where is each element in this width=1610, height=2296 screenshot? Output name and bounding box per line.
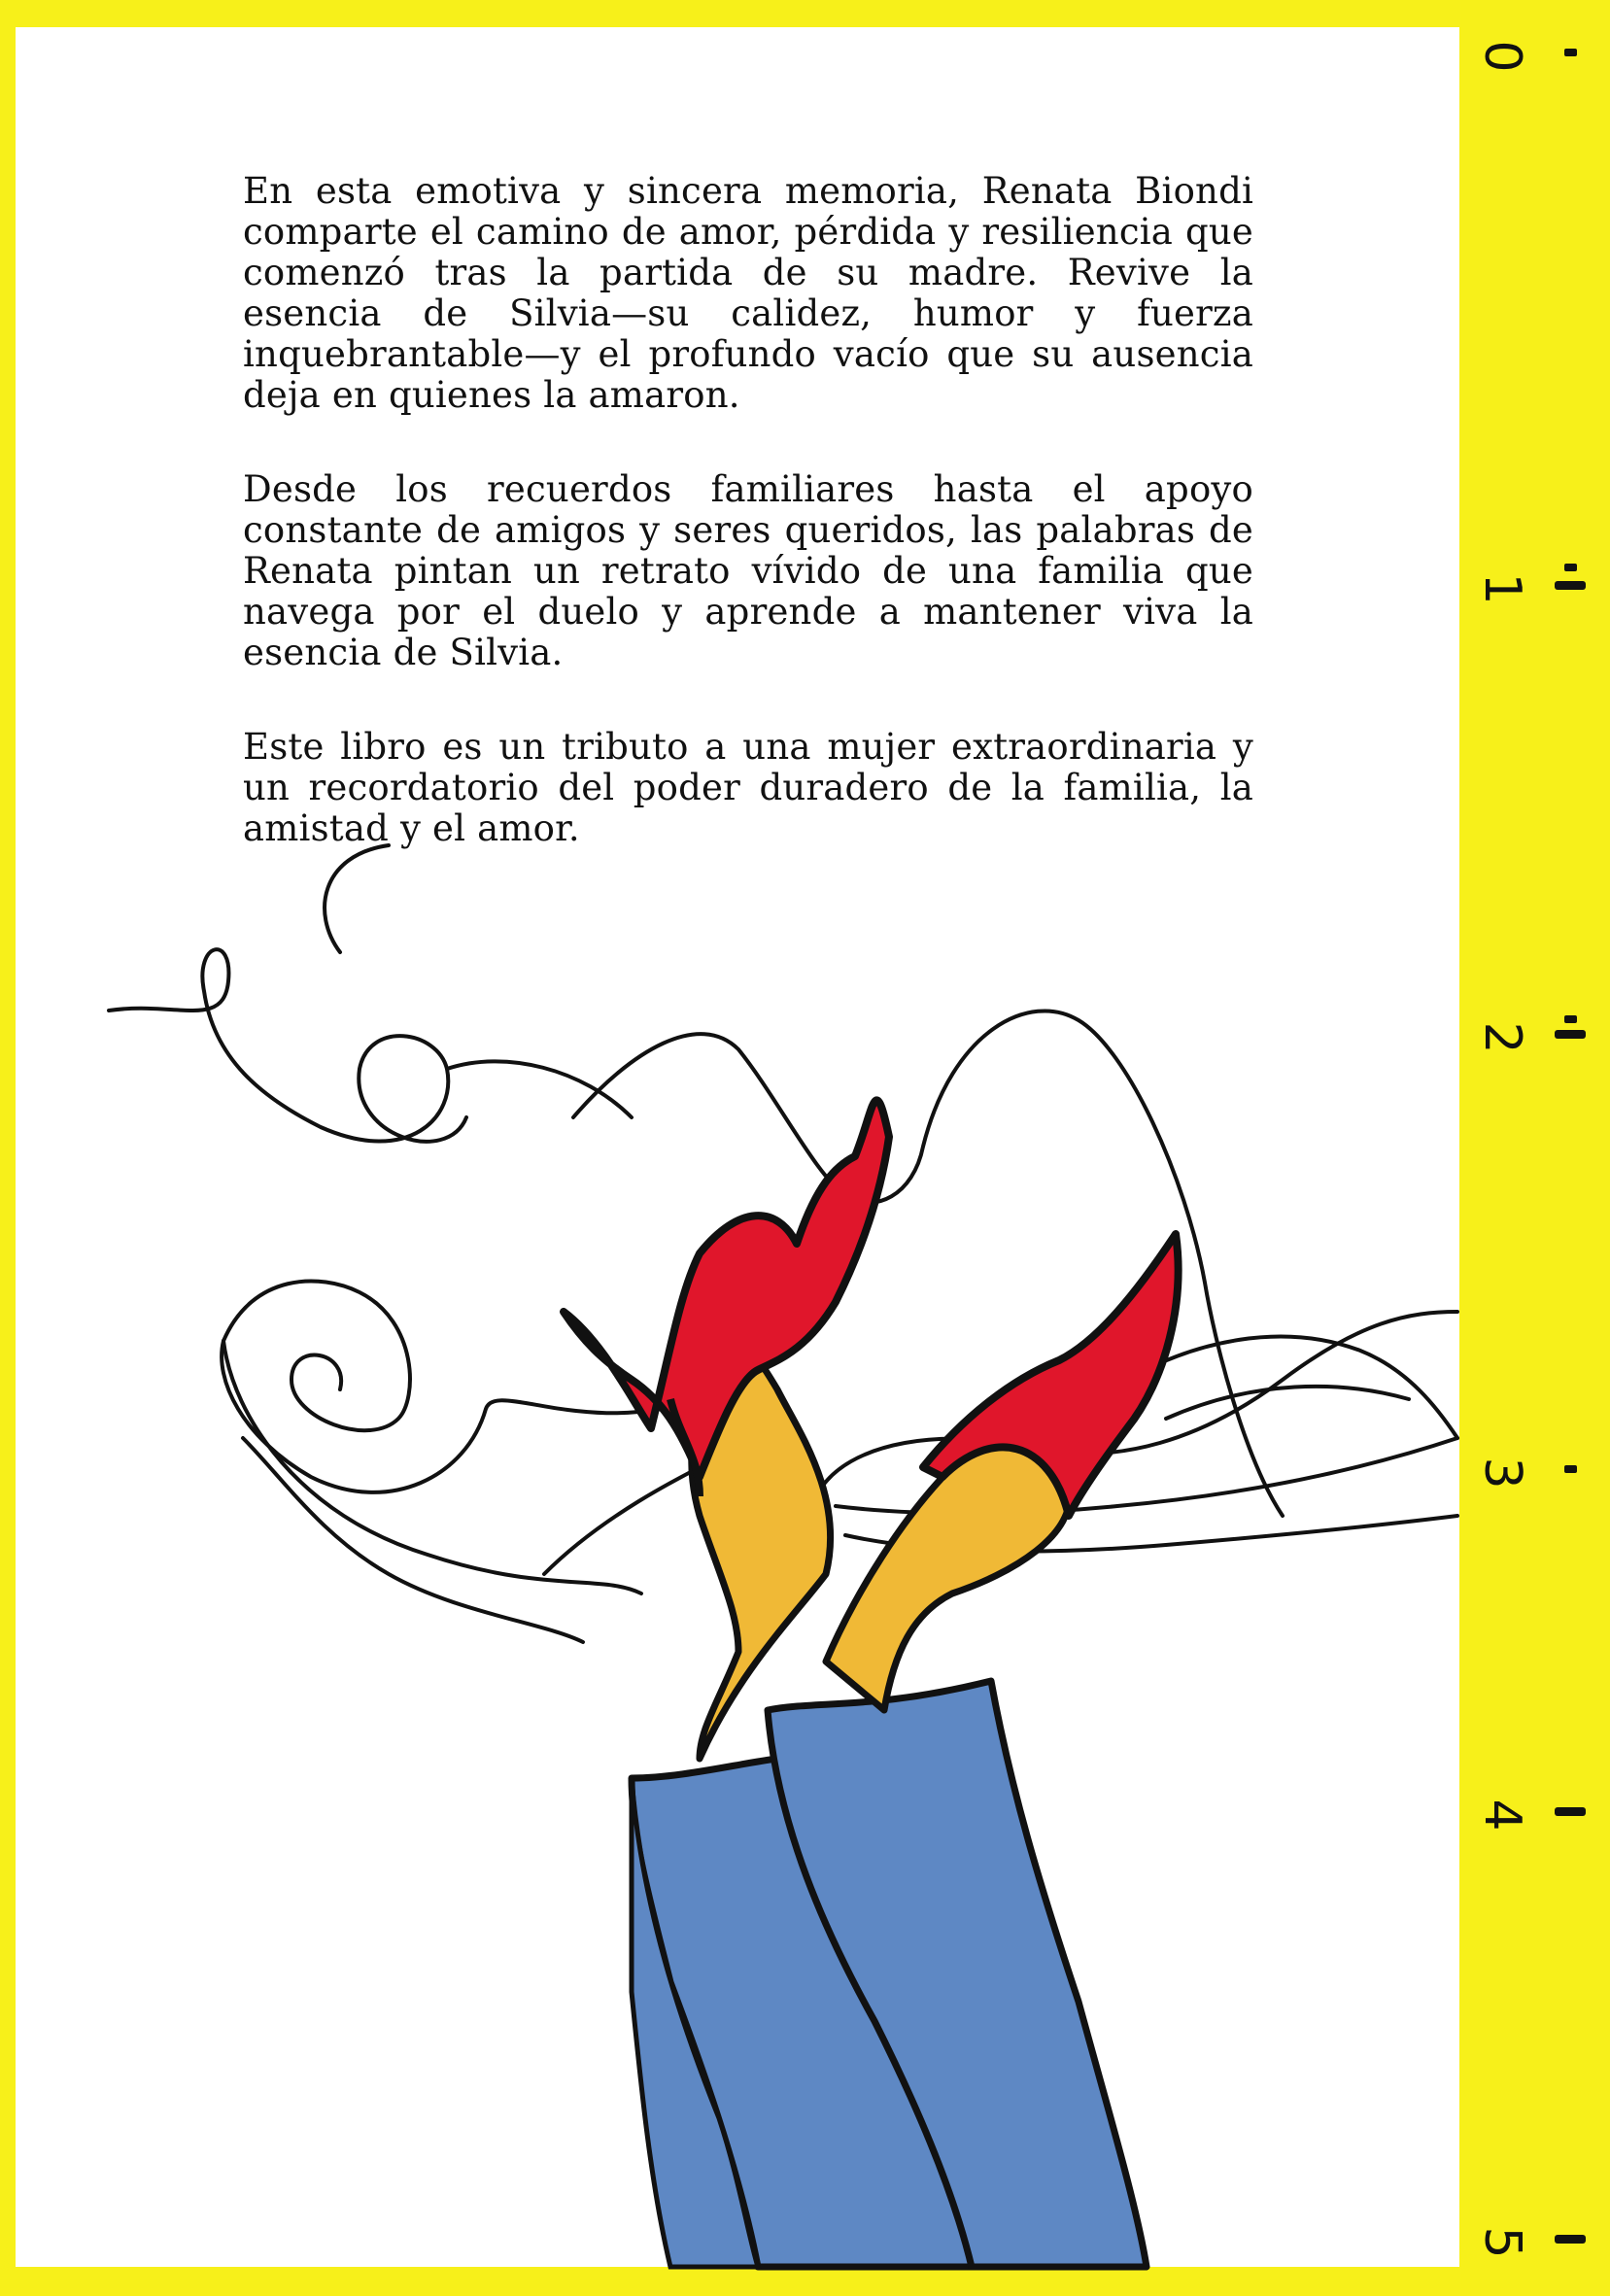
ruler-tick bbox=[1555, 1807, 1586, 1816]
back-cover-text bbox=[243, 171, 1253, 903]
ruler-tick bbox=[1564, 1465, 1577, 1473]
ruler-tick bbox=[1564, 49, 1577, 56]
ruler-number-3: 3 bbox=[1473, 1456, 1531, 1490]
ruler-number-2: 2 bbox=[1473, 1021, 1531, 1054]
ruler-tick bbox=[1555, 2235, 1586, 2244]
ruler-number-0: 0 bbox=[1473, 40, 1531, 73]
ruler-tick bbox=[1564, 564, 1577, 571]
paragraph-3: Este libro es un tributo a una mujer extraordinaria y un recordatorio del poder duradero de la familia, la amistad y el amor. bbox=[243, 726, 1253, 849]
paragraph-2: Desde los recuerdos familiares hasta el apoyo constante de amigos y seres queridos, las palabras de Renata pintan un retrato vívido de una familia que navega por el duelo y aprende a mantener viva la esencia de Silvia. bbox=[243, 468, 1253, 673]
side-ruler bbox=[1459, 0, 1610, 2296]
ruler-number-1: 1 bbox=[1473, 572, 1531, 605]
ruler-tick bbox=[1564, 1015, 1577, 1023]
paragraph-1: En esta emotiva y sincera memoria, Renata Biondi comparte el camino de amor, pérdida y resiliencia que comenzó tras la partida de su madre. Revive la esencia de Silvia—su calidez, humor y fuerza inquebrantable—y el profundo vacío que su ausencia deja en quienes la amaron. bbox=[243, 170, 1253, 416]
ruler-tick bbox=[1555, 581, 1586, 590]
ruler-number-5: 5 bbox=[1473, 2226, 1531, 2259]
ruler-number-4: 4 bbox=[1473, 1799, 1531, 1832]
ruler-tick bbox=[1555, 1030, 1586, 1039]
